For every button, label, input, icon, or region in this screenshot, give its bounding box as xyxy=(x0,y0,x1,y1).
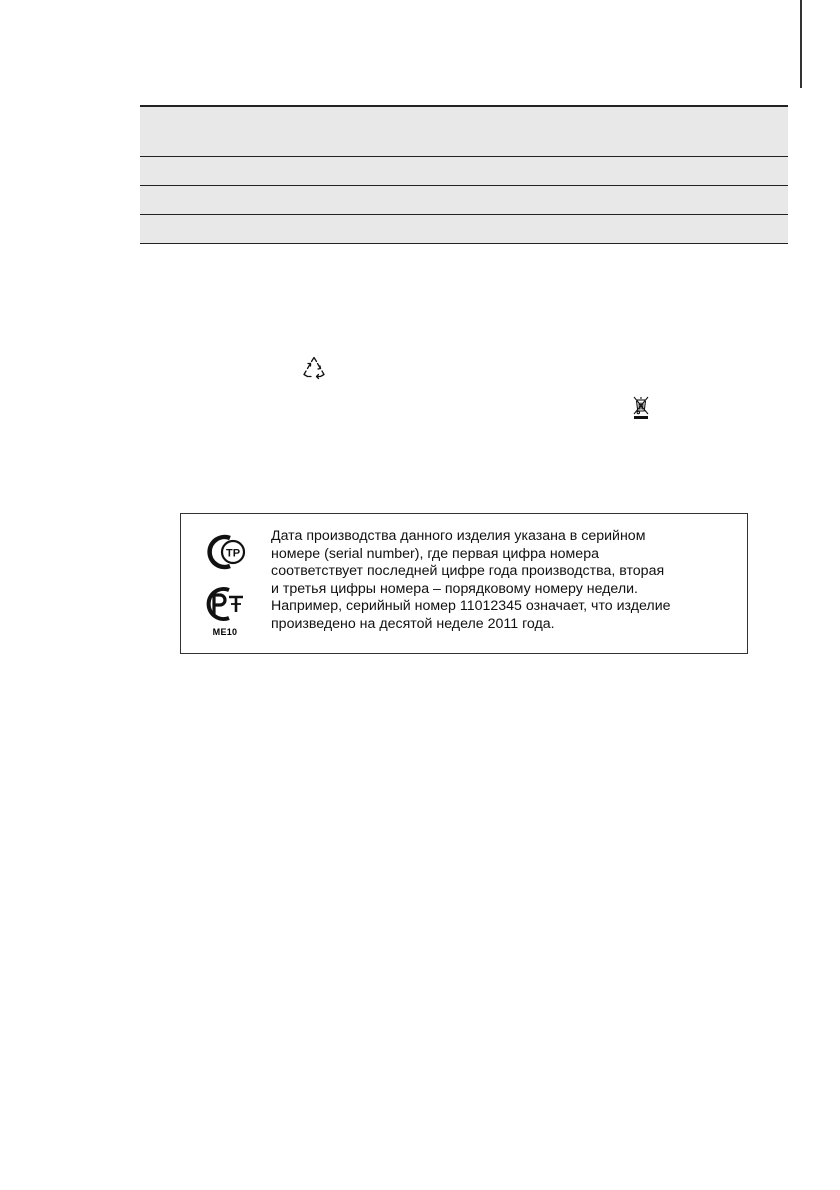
spec-table xyxy=(140,105,788,244)
recycle-icon xyxy=(301,355,327,381)
certification-code: ME10 xyxy=(212,627,238,637)
text-line: соответствует последней цифре года производства, вторая xyxy=(271,563,665,579)
text-line: произведено на десятой неделе 2011 года. xyxy=(271,615,555,632)
text-line: и третья цифры номера – порядковому номеру недели. xyxy=(271,580,638,597)
table-header-row xyxy=(140,106,788,157)
certification-notice xyxy=(180,513,748,654)
certification-text xyxy=(271,528,741,633)
text-line: Например, серийный номер 11012345 означает, что изделие xyxy=(271,598,671,614)
text-line: Дата производства данного изделия указана в серийном xyxy=(271,528,646,544)
table-cell xyxy=(140,106,788,157)
svg-text:ТР: ТР xyxy=(225,547,241,560)
table-row xyxy=(140,157,788,186)
table-row xyxy=(140,215,788,244)
text-line: номере (serial number), где первая цифра номера xyxy=(271,545,599,562)
pct-gost-r-mark xyxy=(203,584,247,624)
eac-ctp-mark xyxy=(203,532,247,572)
crossed-out-wheelie-bin-icon xyxy=(631,393,651,421)
table-cell xyxy=(140,215,788,244)
table-cell xyxy=(140,157,788,186)
table-cell xyxy=(140,186,788,215)
table-row xyxy=(140,186,788,215)
page-edge-rule xyxy=(800,0,802,88)
